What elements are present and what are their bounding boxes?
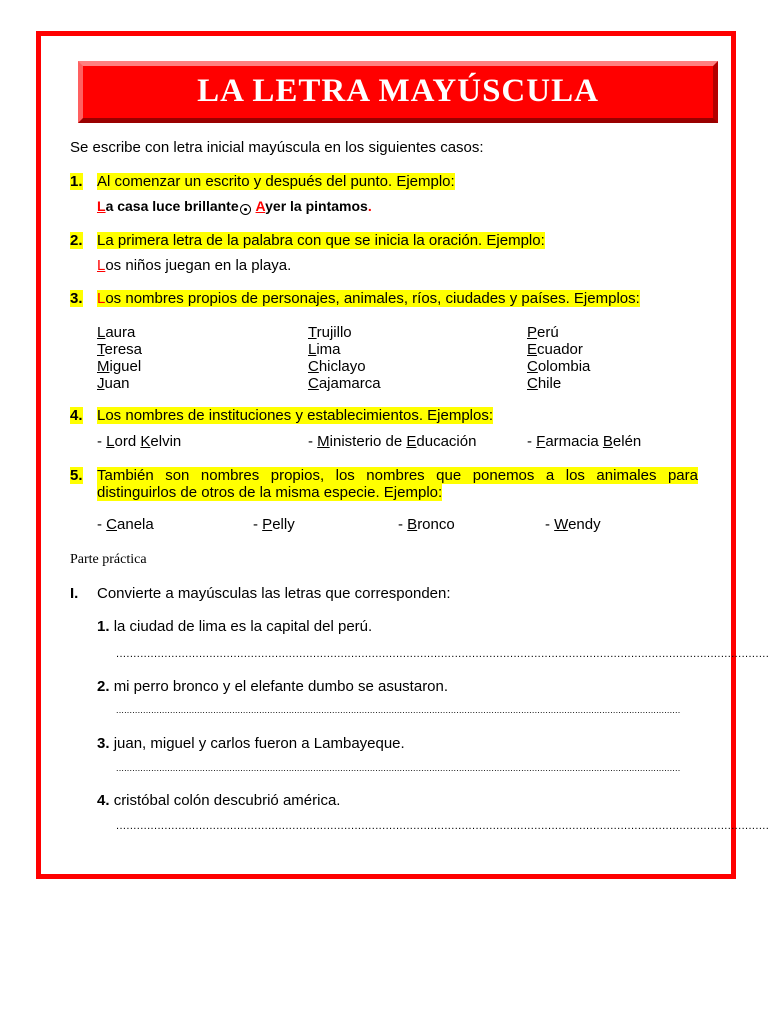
rule-1-number: 1.: [70, 173, 83, 190]
name-juan: Juan: [97, 375, 130, 392]
practice-instruction: Convierte a mayúsculas las letras que corresponden:: [97, 585, 451, 602]
example-1-capital-b: A: [255, 198, 266, 214]
example-2: [97, 257, 291, 274]
rule-2-text: La primera letra de la palabra con que se inicia la oración. Ejemplo:: [97, 232, 545, 249]
animal-bronco: - Bronco: [398, 516, 455, 533]
name-cajamarca: Cajamarca: [308, 375, 381, 392]
name-laura: Laura: [97, 324, 136, 341]
name-miguel: Miguel: [97, 358, 142, 375]
rule-3-rest: os nombres propios de personajes, animales, ríos, ciudades y países. Ejemplos:: [105, 290, 640, 307]
example-2-capital: L: [97, 257, 106, 274]
animal-pelly: - Pelly: [253, 516, 295, 533]
name-ecuador: Ecuador: [527, 341, 583, 358]
exercise-2: 2. mi perro bronco y el elefante dumbo se asustaron.: [97, 678, 449, 695]
answer-line-1[interactable]: .............................................................................................................................................................................................: [116, 648, 769, 660]
rule-5-text: También son nombres propios, los nombres que ponemos a los animales para distinguirlos de otros de la misma especie. Ejemplo:: [97, 467, 698, 501]
exercise-4: 4. cristóbal colón descubrió américa.: [97, 792, 341, 809]
practice-section-number: I.: [70, 585, 79, 602]
answer-line-4[interactable]: .............................................................................................................................................................................................: [116, 820, 769, 832]
example-1-part-a: a casa luce brillante: [105, 198, 239, 214]
rule-3-number: 3.: [70, 290, 83, 307]
title-banner: [78, 61, 718, 123]
animal-canela: - Canela: [97, 516, 154, 533]
institution-ministerio: - Ministerio de Educación: [308, 433, 477, 450]
answer-line-3[interactable]: .................................................................................................................................................................................................................: [116, 763, 681, 773]
example-1-capital-a: L: [97, 198, 106, 214]
rule-3-text: [97, 290, 640, 307]
answer-line-2[interactable]: .................................................................................................................................................................................................................: [116, 705, 681, 715]
rule-1-text: Al comenzar un escrito y después del punto. Ejemplo:: [97, 173, 455, 190]
name-lima: Lima: [308, 341, 341, 358]
institution-lord-kelvin: - Lord Kelvin: [97, 433, 182, 450]
example-2-rest: os niños juegan en la playa.: [105, 257, 292, 274]
animal-wendy: - Wendy: [545, 516, 601, 533]
rule-4-number: 4.: [70, 407, 83, 424]
page-title: LA LETRA MAYÚSCULA: [197, 73, 599, 109]
rule-3-capital: L: [97, 290, 106, 307]
name-chiclayo: Chiclayo: [308, 358, 366, 375]
example-1: [97, 198, 372, 215]
rule-5-number: 5.: [70, 467, 83, 484]
intro-text: Se escribe con letra inicial mayúscula en los siguientes casos:: [70, 139, 484, 156]
name-peru: Perú: [527, 324, 559, 341]
rule-2-number: 2.: [70, 232, 83, 249]
name-chile: Chile: [527, 375, 562, 392]
exercise-1: 1. la ciudad de lima es la capital del perú.: [97, 618, 373, 635]
name-colombia: Colombia: [527, 358, 591, 375]
example-1-period: .: [367, 198, 372, 214]
exercise-3: 3. juan, miguel y carlos fueron a Lambayeque.: [97, 735, 405, 752]
period-circle-icon: [240, 204, 251, 215]
practice-heading: Parte práctica: [70, 552, 147, 567]
rule-4-text: Los nombres de instituciones y establecimientos. Ejemplos:: [97, 407, 494, 424]
name-trujillo: Trujillo: [308, 324, 352, 341]
institution-farmacia: - Farmacia Belén: [527, 433, 642, 450]
example-1-part-b: yer la pintamos: [265, 198, 368, 214]
name-teresa: Teresa: [97, 341, 143, 358]
